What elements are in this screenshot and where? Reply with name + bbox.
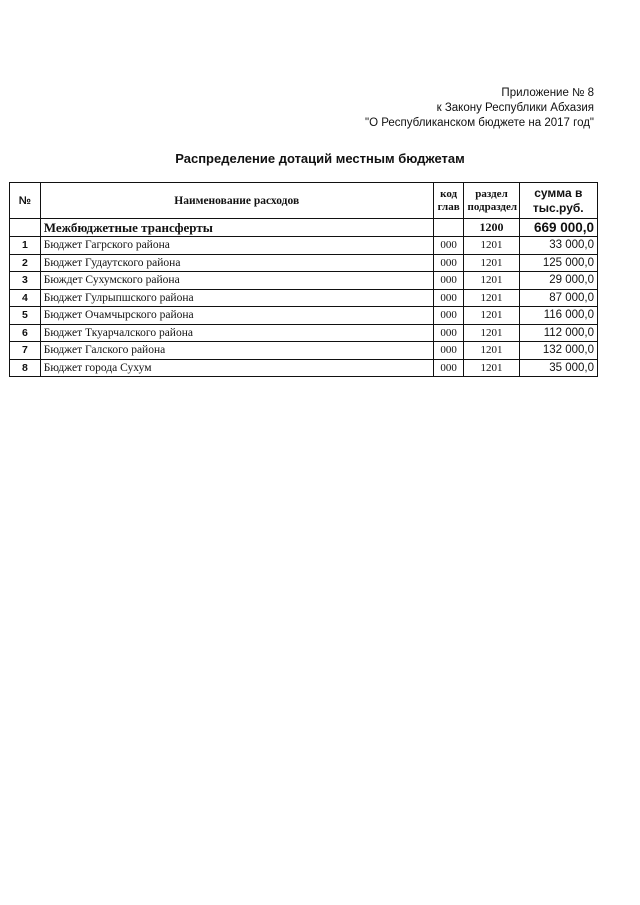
- row-name: Бюждет Сухумского района: [40, 272, 433, 290]
- table-row: [10, 359, 598, 377]
- row-num: 7: [10, 342, 41, 360]
- total-num: [10, 219, 41, 237]
- document-title: Распределение дотаций местным бюджетам: [175, 151, 465, 166]
- header-code: [433, 183, 464, 219]
- row-num: 6: [10, 324, 41, 342]
- row-sum: 33 000,0: [519, 237, 597, 255]
- total-row: [10, 219, 598, 237]
- header-sum-line-1: сумма в: [534, 185, 583, 200]
- header-section-line-1: раздел: [475, 187, 508, 200]
- row-section: 1201: [464, 237, 519, 255]
- row-section: 1201: [464, 272, 519, 290]
- appendix-header: [365, 86, 594, 131]
- row-sum: 125 000,0: [519, 254, 597, 272]
- row-name: Бюджет Гудаутского района: [40, 254, 433, 272]
- row-name: Бюджет Гагрского района: [40, 237, 433, 255]
- table-row: [10, 237, 598, 255]
- total-sum: 669 000,0: [519, 219, 597, 237]
- row-code: 000: [433, 254, 464, 272]
- row-sum: 116 000,0: [519, 307, 597, 325]
- row-section: 1201: [464, 289, 519, 307]
- row-code: 000: [433, 359, 464, 377]
- row-num: 8: [10, 359, 41, 377]
- row-sum: 112 000,0: [519, 324, 597, 342]
- total-section: 1200: [464, 219, 519, 237]
- table-header-row: [10, 183, 598, 219]
- table-row: [10, 272, 598, 290]
- row-num: 2: [10, 254, 41, 272]
- table-row: [10, 307, 598, 325]
- row-section: 1201: [464, 359, 519, 377]
- row-code: 000: [433, 289, 464, 307]
- table-row: [10, 254, 598, 272]
- header-section: [464, 183, 519, 219]
- appendix-line-1: Приложение № 8: [501, 87, 594, 99]
- row-name: Бюджет Галского района: [40, 342, 433, 360]
- header-sum-line-2: тыс.руб.: [532, 200, 584, 215]
- row-name: Бюджет города Сухум: [40, 359, 433, 377]
- row-name: Бюджет Ткуарчалского района: [40, 324, 433, 342]
- table-row: [10, 289, 598, 307]
- row-code: 000: [433, 342, 464, 360]
- row-name: Бюджет Гулрыпшского района: [40, 289, 433, 307]
- total-name: Межбюджетные трансферты: [40, 219, 433, 237]
- row-sum: 35 000,0: [519, 359, 597, 377]
- table-row: [10, 342, 598, 360]
- row-section: 1201: [464, 342, 519, 360]
- row-sum: 87 000,0: [519, 289, 597, 307]
- header-sum: [519, 183, 597, 219]
- row-num: 5: [10, 307, 41, 325]
- row-code: 000: [433, 307, 464, 325]
- row-sum: 132 000,0: [519, 342, 597, 360]
- appendix-line-2: к Закону Республики Абхазия: [436, 102, 594, 114]
- header-name: Наименование расходов: [40, 183, 433, 219]
- header-code-line-2: глав: [437, 200, 460, 213]
- total-code: [433, 219, 464, 237]
- row-num: 4: [10, 289, 41, 307]
- header-code-line-1: код: [440, 187, 458, 200]
- row-code: 000: [433, 237, 464, 255]
- row-section: 1201: [464, 307, 519, 325]
- row-code: 000: [433, 324, 464, 342]
- header-section-line-2: подраздел: [467, 200, 518, 213]
- row-section: 1201: [464, 254, 519, 272]
- row-num: 3: [10, 272, 41, 290]
- header-num: №: [10, 183, 41, 219]
- row-sum: 29 000,0: [519, 272, 597, 290]
- row-code: 000: [433, 272, 464, 290]
- row-section: 1201: [464, 324, 519, 342]
- row-name: Бюджет Очамчырского района: [40, 307, 433, 325]
- row-num: 1: [10, 237, 41, 255]
- subsidy-table: [9, 182, 598, 377]
- table-row: [10, 324, 598, 342]
- appendix-line-3: "О Республиканском бюджете на 2017 год": [365, 117, 594, 129]
